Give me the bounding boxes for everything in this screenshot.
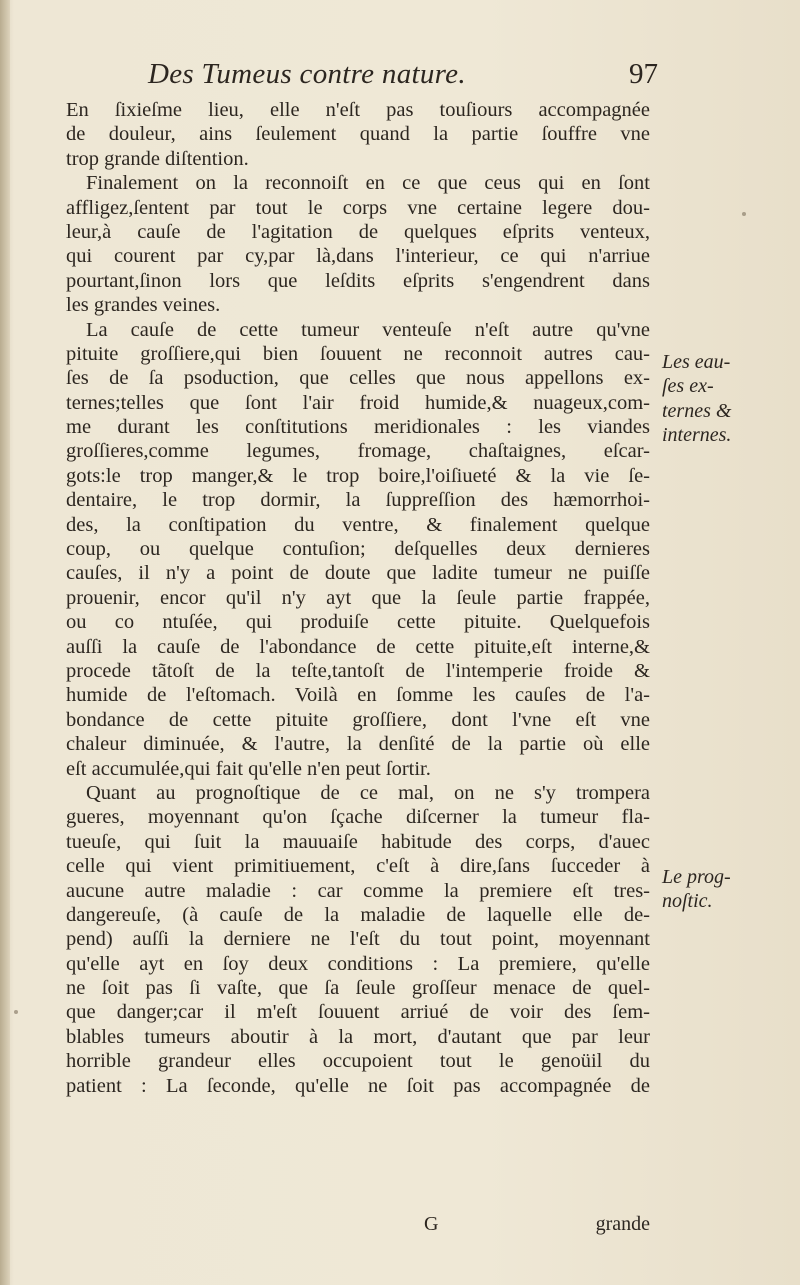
text-line: ſes de ſa psoduction, que celles que nous appellons ex- xyxy=(66,367,650,390)
text-line: horrible grandeur elles occupoient tout le genoüil du xyxy=(66,1050,650,1073)
signature-mark: G xyxy=(424,1213,439,1235)
catchword: grande xyxy=(595,1213,650,1235)
text-line: dentaire, le trop dormir, la ſuppreſſion des hæmorrhoi- xyxy=(66,489,650,512)
text-line: que danger;car il m'eſt ſouuent arriué de voir des ſem- xyxy=(66,1001,650,1024)
margin-note-causes xyxy=(662,350,782,448)
text-line: celle qui vient primitiuement, c'eſt à dire,ſans ſucceder à xyxy=(66,855,650,878)
text-line: pourtant,ſinon lors que leſdits eſprits s'engendrent dans xyxy=(66,269,650,292)
text-line: blables tumeurs aboutir à la mort, d'autant que par leur xyxy=(66,1025,650,1048)
margin-note-prognosis xyxy=(662,865,782,914)
page-footer xyxy=(66,1213,650,1241)
text-line: Finalement on la reconnoiſt en ce que ceus qui en ſont xyxy=(86,172,650,195)
margin-note-line: Le prog- xyxy=(662,866,731,888)
page-number: 97 xyxy=(629,58,658,90)
text-line: chaleur diminuée, & l'autre, la denſité de la partie où elle xyxy=(66,733,650,756)
text-line: les grandes veines. xyxy=(66,294,221,317)
text-line: gueres, moyennant qu'on ſçache diſcerner la tumeur fla- xyxy=(66,806,650,829)
text-line: eſt accumulée,qui fait qu'elle n'en peut ſortir. xyxy=(66,757,431,780)
margin-note-line: ternes & xyxy=(662,399,732,422)
text-line: qui courent par cy,par là,dans l'interieur, ce qui n'arriue xyxy=(66,245,650,268)
body-text xyxy=(66,98,650,1098)
paper-speck xyxy=(742,212,746,216)
text-line: affligez,ſentent par tout le corps vne certaine legere dou- xyxy=(66,196,650,219)
text-line: tueuſe, qui ſuit la mauuaiſe habitude des corps, d'auec xyxy=(66,830,650,853)
text-line: me durant les conſtitutions meridionales : les viandes xyxy=(66,416,650,439)
text-line: groſſieres,comme legumes, fromage, chaſtaignes, eſcar- xyxy=(66,440,650,463)
text-line: coup, ou quelque contuſion; deſquelles deux dernieres xyxy=(66,538,650,561)
margin-note-line: noſtic. xyxy=(662,890,713,913)
text-line: humide de l'eſtomach. Voilà en ſomme les cauſes de l'a- xyxy=(66,684,650,707)
margin-note-line: Les eau- xyxy=(662,351,731,373)
margin-note-line: internes. xyxy=(662,424,732,447)
running-title: Des Tumeus contre nature. xyxy=(148,58,466,90)
margin-note-line: ſes ex- xyxy=(662,375,714,398)
text-line: procede tãtoſt de la teſte,tantoſt de l'intemperie froide & xyxy=(66,659,650,682)
text-line: des, la conſtipation du ventre, & finalement quelque xyxy=(66,513,650,536)
text-line: auſſi la cauſe de l'abondance de cette pituite,eſt interne,& xyxy=(66,635,650,658)
page-spine-shadow xyxy=(0,0,10,1285)
text-line: prouenir, encor qu'il n'y ayt que la ſeule partie frappée, xyxy=(66,586,650,609)
text-line: bondance de cette pituite groſſiere, dont l'vne eſt vne xyxy=(66,708,650,731)
text-line: En ſixieſme lieu, elle n'eſt pas touſiours accompagnée xyxy=(66,99,650,121)
paper-speck xyxy=(14,1010,18,1014)
text-line: Quant au prognoſtique de ce mal, on ne s'y trompera xyxy=(86,781,650,804)
text-line: ternes;telles que ſont l'air froid humide,& nuageux,com- xyxy=(66,391,650,414)
text-line: pend) auſſi la derniere ne l'eſt du tout point, moyennant xyxy=(66,928,650,951)
text-line: dangereuſe, (à cauſe de la maladie de laquelle elle de- xyxy=(66,903,650,926)
text-line: de douleur, ains ſeulement quand la partie ſouffre vne xyxy=(66,123,650,146)
text-line: qu'elle ayt en ſoy deux conditions : La premiere, qu'elle xyxy=(66,952,650,975)
text-line: trop grande diſtention. xyxy=(66,147,249,170)
page-header xyxy=(148,58,658,102)
text-line: pituite groſſiere,qui bien ſouuent ne reconnoit autres cau- xyxy=(66,342,650,365)
text-line: La cauſe de cette tumeur venteuſe n'eſt autre qu'vne xyxy=(86,318,650,341)
text-line: gots:le trop manger,& le trop boire,l'oiſiueté & la vie ſe- xyxy=(66,464,650,487)
text-line: ou co ntuſée, qui produiſe cette pituite. Quelquefois xyxy=(66,611,650,634)
text-line: ne ſoit pas ſi vaſte, que ſa ſeule groſſeur menace de quel- xyxy=(66,977,650,1000)
text-line: cauſes, il n'y a point de doute que ladite tumeur ne puiſſe xyxy=(66,562,650,585)
text-line: patient : La ſeconde, qu'elle ne ſoit pas accompagnée de xyxy=(66,1074,650,1097)
text-line: aucune autre maladie : car comme la premiere eſt tres- xyxy=(66,879,650,902)
text-line: leur,à cauſe de l'agitation de quelques eſprits venteux, xyxy=(66,220,650,243)
